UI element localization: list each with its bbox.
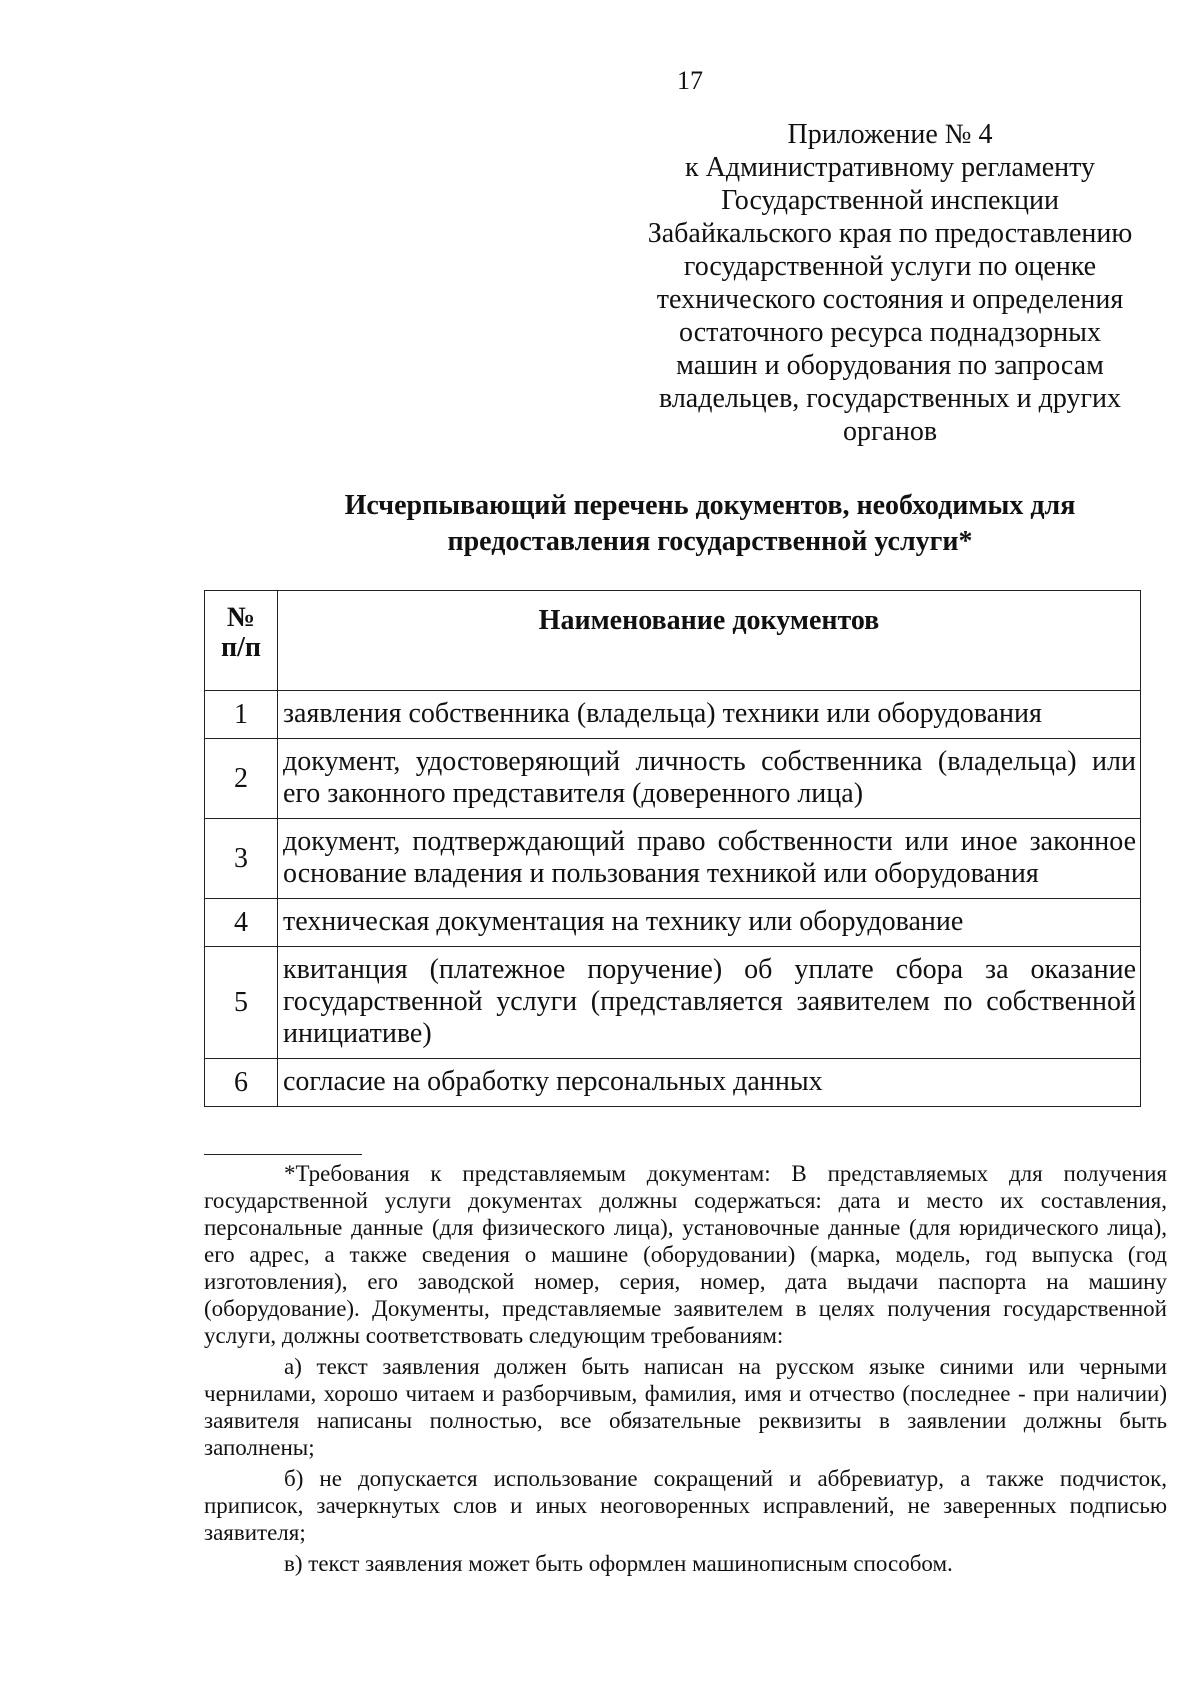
table-row (205, 739, 1141, 819)
table-header-row (205, 591, 1141, 691)
table-row (205, 819, 1141, 899)
appendix-line: к Административному регламенту (685, 152, 1095, 183)
row-number: 6 (205, 1059, 278, 1107)
document-title-line: предоставления государственной услуги* (447, 526, 973, 557)
table-row (205, 1059, 1141, 1107)
appendix-header (620, 118, 1160, 448)
appendix-line: владельцев, государственных и других (658, 383, 1121, 414)
footnote-separator (204, 1154, 362, 1155)
document-name: заявления собственника (владельца) техники или оборудования (278, 691, 1141, 739)
document-title-line: Исчерпывающий перечень документов, необходимых для (344, 490, 1076, 521)
table-row (205, 899, 1141, 947)
footnote-item-a: а) текст заявления должен быть написан на русском языке синими или черными чернилами, хорошо читаем и разборчивым, фамилия, имя и отчество (последнее - при наличии) заявителя написаны полностью, все обязательные реквизиты в заявлении должны быть заполнены; (204, 1354, 1167, 1460)
document-name: документ, подтверждающий право собственности или иное законное основание владения и пользования техникой или оборудования (278, 819, 1141, 899)
document-name: документ, удостоверяющий личность собственника (владельца) или его законного представителя (доверенного лица) (278, 739, 1141, 819)
table-row (205, 947, 1141, 1059)
number-header-symbol: № (226, 602, 256, 633)
row-number: 4 (205, 899, 278, 947)
appendix-line: технического состояния и определения (656, 284, 1124, 315)
table-row (205, 691, 1141, 739)
document-name: согласие на обработку персональных данных (278, 1059, 1141, 1107)
footnote (204, 1160, 1167, 1581)
row-number: 3 (205, 819, 278, 899)
appendix-line: Приложение № 4 (787, 119, 993, 150)
number-header-abbr: п/п (220, 632, 262, 663)
number-column-header (205, 591, 278, 691)
row-number: 1 (205, 691, 278, 739)
footnote-item-c: в) текст заявления может быть оформлен машинописным способом. (284, 1551, 953, 1576)
appendix-line: государственной услуги по оценке (683, 251, 1097, 282)
document-name: квитанция (платежное поручение) об уплате сбора за оказание государственной услуги (представляется заявителем по собственной инициативе) (278, 947, 1141, 1059)
documents-table (204, 590, 1141, 1107)
appendix-line: Государственной инспекции (721, 185, 1059, 216)
appendix-line: остаточного ресурса поднадзорных (679, 317, 1101, 348)
footnote-item-b: б) не допускается использование сокращений и аббревиатур, а также подчисток, приписок, зачеркнутых слов и иных неоговоренных исправлений, не заверенных подписью заявителя; (204, 1466, 1167, 1545)
document-name: техническая документация на технику или оборудование (278, 899, 1141, 947)
document-title (260, 488, 1160, 560)
appendix-line: машин и оборудования по запросам (676, 350, 1104, 381)
appendix-line: Забайкальского края по предоставлению (647, 218, 1133, 249)
row-number: 5 (205, 947, 278, 1059)
row-number: 2 (205, 739, 278, 819)
page-number: 17 (677, 66, 703, 95)
name-column-header: Наименование документов (278, 591, 1141, 691)
footnote-intro: *Требования к представляемым документам: В представляемых для получения государственной услуги документах должны содержаться: дата и место их составления, персональные данные (для физического лица), установочные данные (для юридического лица), его адрес, а также сведения о машине (оборудовании) (марка, модель, год выпуска (год изготовления), его заводской номер, серия, номер, дата выдачи паспорта на машину (оборудование). Документы, представляемые заявителем в целях получения государственной услуги, должны соответствовать следующим требованиям: (204, 1161, 1167, 1348)
appendix-line: органов (842, 416, 938, 447)
